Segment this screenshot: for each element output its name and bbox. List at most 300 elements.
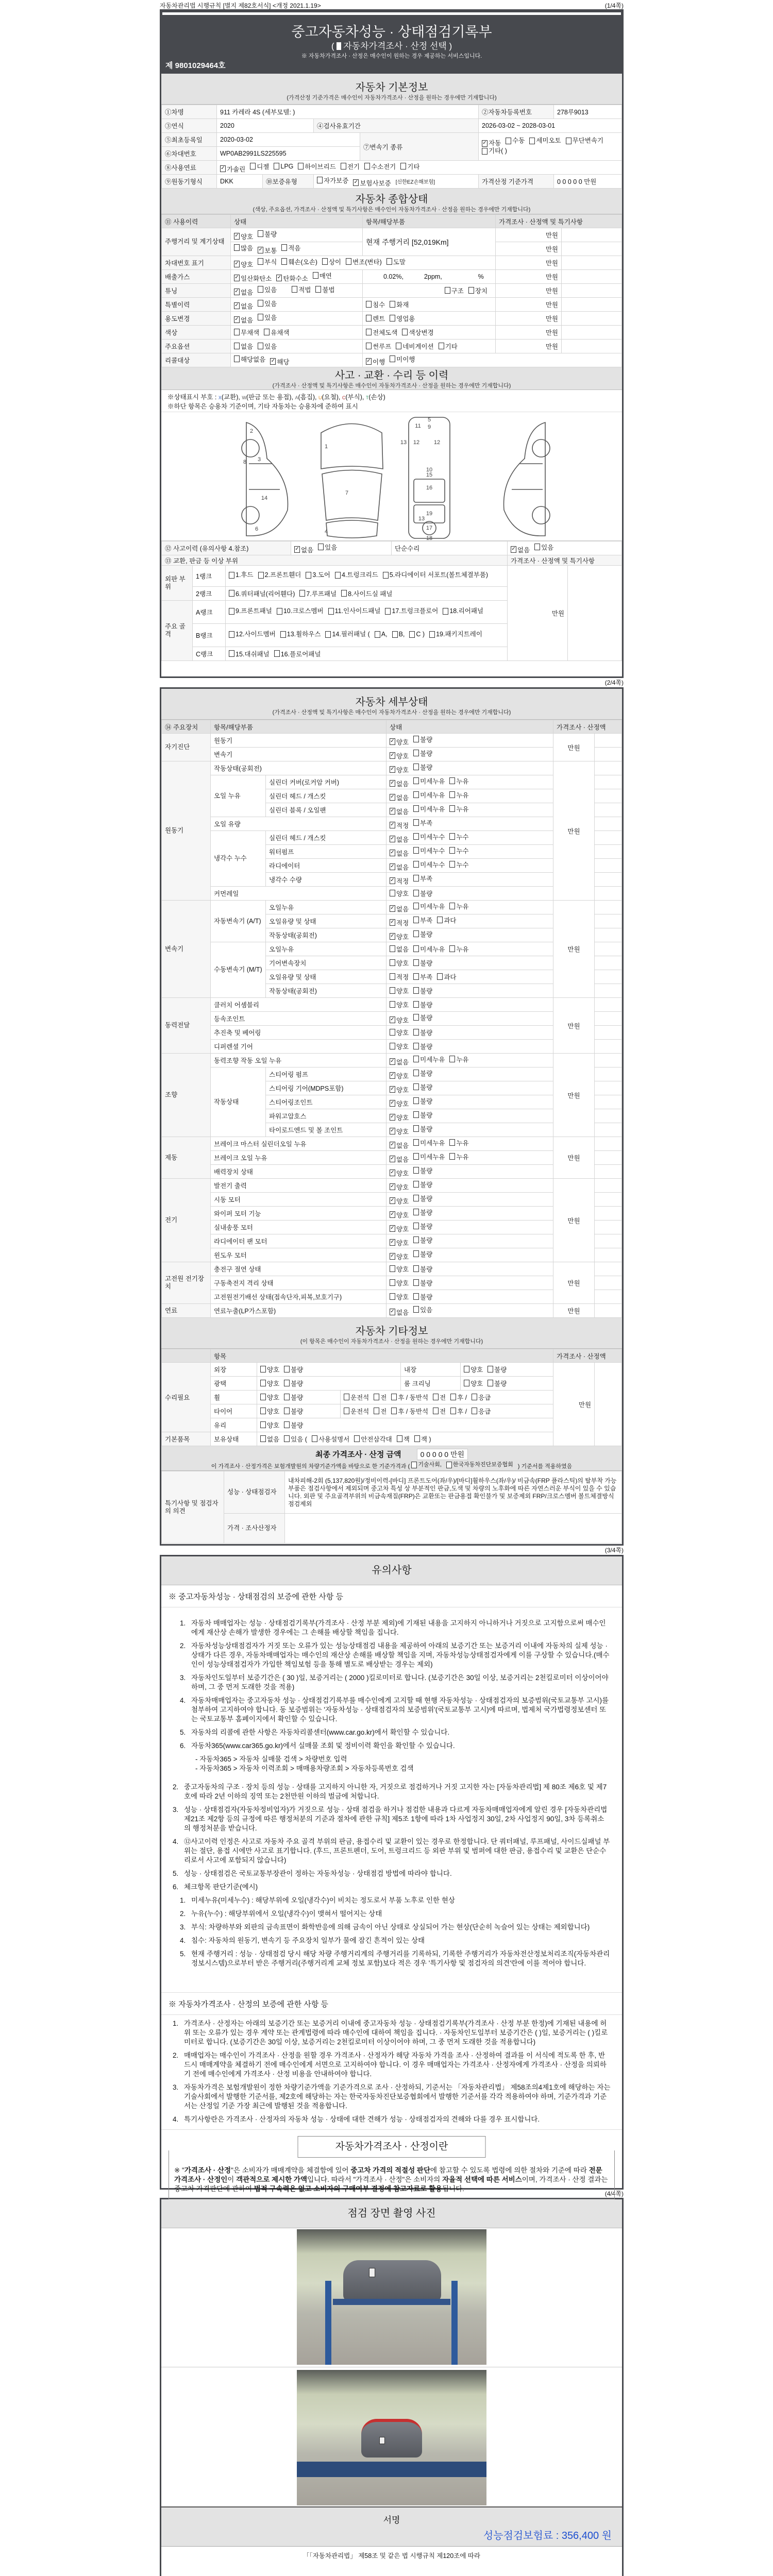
checkbox-unchecked[interactable] bbox=[482, 148, 488, 155]
checkbox-unchecked[interactable] bbox=[411, 1462, 417, 1468]
checkbox-option[interactable] bbox=[413, 749, 432, 758]
checkbox-option[interactable] bbox=[413, 1264, 432, 1274]
checkbox-unchecked[interactable] bbox=[566, 138, 572, 144]
checkbox-option[interactable] bbox=[258, 342, 277, 351]
checkbox-option[interactable] bbox=[413, 1013, 432, 1022]
checkbox-unchecked[interactable] bbox=[234, 355, 240, 362]
checkbox-option[interactable] bbox=[234, 315, 253, 325]
checkbox-option[interactable] bbox=[374, 1406, 386, 1416]
checkbox-option[interactable] bbox=[234, 301, 253, 311]
checkbox-option[interactable] bbox=[413, 1000, 432, 1009]
checkbox-unchecked[interactable] bbox=[413, 1111, 419, 1118]
checkbox-unchecked[interactable] bbox=[250, 163, 256, 170]
checkbox-option[interactable] bbox=[284, 1434, 307, 1444]
checkbox-option[interactable] bbox=[413, 916, 432, 925]
checkbox-unchecked[interactable] bbox=[413, 805, 419, 812]
checkbox-option[interactable] bbox=[449, 790, 468, 800]
checkbox-option[interactable] bbox=[413, 889, 432, 898]
checkbox-option[interactable] bbox=[390, 1113, 409, 1122]
checkbox-option[interactable] bbox=[284, 1379, 303, 1388]
checkbox-unchecked[interactable] bbox=[413, 1001, 419, 1008]
checkbox-unchecked[interactable] bbox=[284, 1408, 290, 1414]
checkbox-option[interactable] bbox=[390, 1238, 409, 1247]
checkbox-option[interactable] bbox=[413, 1042, 432, 1051]
checkbox-option[interactable] bbox=[234, 243, 253, 252]
checkbox-option[interactable] bbox=[413, 944, 445, 954]
checkbox-unchecked[interactable] bbox=[413, 1306, 419, 1313]
checkbox-unchecked[interactable] bbox=[413, 861, 419, 868]
checkbox-unchecked[interactable] bbox=[449, 791, 455, 798]
checkbox-unchecked[interactable] bbox=[284, 1380, 290, 1386]
checkbox-unchecked[interactable] bbox=[260, 1380, 266, 1386]
checkbox-unchecked[interactable] bbox=[413, 903, 419, 909]
checkbox-unchecked[interactable] bbox=[390, 1029, 395, 1036]
checkbox-unchecked[interactable] bbox=[315, 286, 321, 293]
checkbox-option[interactable] bbox=[341, 589, 392, 598]
checkbox-option[interactable] bbox=[482, 147, 507, 155]
checkbox-unchecked[interactable] bbox=[317, 177, 323, 183]
checkbox-option[interactable] bbox=[341, 162, 360, 171]
checkbox-option[interactable] bbox=[488, 1379, 507, 1388]
checkbox-option[interactable] bbox=[344, 1406, 369, 1416]
checkbox-option[interactable] bbox=[449, 846, 468, 855]
checkbox-checked[interactable]: ✓ bbox=[390, 1156, 395, 1161]
checkbox-unchecked[interactable] bbox=[258, 314, 263, 320]
checkbox-unchecked[interactable] bbox=[229, 590, 234, 597]
checkbox-option[interactable] bbox=[390, 1015, 409, 1025]
checkbox-option[interactable] bbox=[566, 137, 603, 145]
checkbox-option[interactable] bbox=[413, 1166, 432, 1175]
checkbox-unchecked[interactable] bbox=[402, 329, 408, 335]
checkbox-unchecked[interactable] bbox=[341, 590, 347, 597]
checkbox-option[interactable] bbox=[234, 287, 253, 297]
checkbox-checked[interactable]: ✓ bbox=[482, 140, 487, 146]
checkbox-unchecked[interactable] bbox=[449, 861, 455, 868]
checkbox-unchecked[interactable] bbox=[413, 1279, 419, 1286]
checkbox-option[interactable] bbox=[449, 1055, 468, 1064]
checkbox-option[interactable] bbox=[298, 162, 335, 171]
checkbox-unchecked[interactable] bbox=[445, 287, 450, 294]
checkbox-unchecked[interactable] bbox=[413, 1181, 419, 1188]
checkbox-unchecked[interactable] bbox=[258, 343, 263, 349]
checkbox-option[interactable] bbox=[413, 1138, 445, 1147]
checkbox-unchecked[interactable] bbox=[390, 987, 395, 994]
checkbox-option[interactable] bbox=[391, 1406, 428, 1416]
checkbox-unchecked[interactable] bbox=[449, 903, 455, 909]
checkbox-option[interactable] bbox=[258, 285, 277, 294]
checkbox-checked[interactable]: ✓ bbox=[390, 1114, 395, 1120]
checkbox-checked[interactable]: ✓ bbox=[390, 933, 395, 939]
checkbox-option[interactable] bbox=[383, 571, 488, 579]
checkbox-option[interactable] bbox=[274, 163, 293, 170]
checkbox-option[interactable] bbox=[229, 649, 270, 658]
checkbox-checked[interactable]: ✓ bbox=[390, 1225, 395, 1231]
checkbox-unchecked[interactable] bbox=[390, 959, 395, 966]
checkbox-unchecked[interactable] bbox=[413, 1209, 419, 1215]
checkbox-option[interactable] bbox=[413, 1152, 445, 1161]
checkbox-option[interactable] bbox=[260, 1406, 279, 1416]
checkbox-checked[interactable]: ✓ bbox=[390, 1309, 395, 1314]
checkbox-checked[interactable]: ✓ bbox=[390, 780, 395, 786]
checkbox-checked[interactable]: ✓ bbox=[390, 1211, 395, 1217]
checkbox-option[interactable] bbox=[281, 257, 317, 266]
checkbox-option[interactable] bbox=[413, 860, 445, 869]
checkbox-unchecked[interactable] bbox=[439, 343, 444, 349]
checkbox-unchecked[interactable] bbox=[366, 301, 372, 308]
checkbox-option[interactable] bbox=[392, 631, 405, 638]
checkbox-option[interactable] bbox=[468, 286, 488, 295]
checkbox-unchecked[interactable] bbox=[396, 343, 401, 349]
checkbox-unchecked[interactable] bbox=[529, 138, 535, 144]
checkbox-unchecked[interactable] bbox=[258, 230, 263, 237]
checkbox-unchecked[interactable] bbox=[506, 138, 511, 144]
checkbox-option[interactable] bbox=[390, 751, 409, 760]
checkbox-unchecked[interactable] bbox=[413, 1125, 419, 1132]
checkbox-unchecked[interactable] bbox=[281, 244, 287, 251]
checkbox-unchecked[interactable] bbox=[449, 945, 455, 952]
checkbox-unchecked[interactable] bbox=[413, 750, 419, 756]
checkbox-checked[interactable]: ✓ bbox=[390, 808, 395, 814]
checkbox-option[interactable] bbox=[413, 735, 432, 744]
checkbox-option[interactable] bbox=[260, 1379, 279, 1388]
checkbox-option[interactable] bbox=[270, 357, 289, 366]
checkbox-unchecked[interactable] bbox=[413, 819, 419, 826]
checkbox-option[interactable] bbox=[464, 1365, 483, 1374]
checkbox-option[interactable] bbox=[328, 607, 381, 615]
checkbox-unchecked[interactable] bbox=[488, 1366, 493, 1372]
checkbox-checked[interactable]: ✓ bbox=[390, 1197, 395, 1203]
checkbox-checked[interactable]: ✓ bbox=[366, 358, 371, 364]
checkbox-unchecked[interactable] bbox=[413, 833, 419, 840]
checkbox-option[interactable] bbox=[258, 229, 277, 239]
checkbox-option[interactable] bbox=[390, 737, 409, 747]
checkbox-checked[interactable]: ✓ bbox=[390, 1072, 395, 1078]
checkbox-option[interactable] bbox=[449, 902, 468, 911]
checkbox-option[interactable] bbox=[325, 631, 369, 638]
checkbox-option[interactable] bbox=[446, 1460, 513, 1469]
checkbox-unchecked[interactable] bbox=[258, 572, 264, 579]
checkbox-option[interactable] bbox=[280, 631, 321, 638]
checkbox-option[interactable] bbox=[472, 1406, 491, 1416]
checkbox-checked[interactable] bbox=[337, 42, 341, 50]
checkbox-unchecked[interactable] bbox=[413, 791, 419, 798]
checkbox-unchecked[interactable] bbox=[437, 917, 443, 923]
checkbox-option[interactable] bbox=[390, 1141, 409, 1150]
checkbox-option[interactable] bbox=[449, 804, 468, 814]
checkbox-option[interactable] bbox=[391, 1393, 428, 1402]
checkbox-unchecked[interactable] bbox=[414, 1435, 420, 1442]
checkbox-option[interactable] bbox=[409, 631, 425, 638]
checkbox-option[interactable] bbox=[390, 1196, 409, 1206]
checkbox-option[interactable] bbox=[234, 274, 272, 283]
checkbox-unchecked[interactable] bbox=[390, 1293, 395, 1300]
checkbox-option[interactable] bbox=[390, 835, 409, 844]
checkbox-unchecked[interactable] bbox=[413, 1223, 419, 1229]
checkbox-option[interactable] bbox=[402, 328, 433, 337]
checkbox-unchecked[interactable] bbox=[264, 329, 270, 335]
checkbox-option[interactable] bbox=[313, 271, 332, 280]
checkbox-checked[interactable]: ✓ bbox=[390, 863, 395, 869]
checkbox-checked[interactable]: ✓ bbox=[390, 850, 395, 855]
checkbox-unchecked[interactable] bbox=[234, 343, 240, 349]
checkbox-option[interactable] bbox=[437, 972, 456, 981]
checkbox-unchecked[interactable] bbox=[413, 847, 419, 854]
checkbox-option[interactable] bbox=[258, 246, 277, 255]
checkbox-option[interactable] bbox=[234, 232, 253, 241]
checkbox-unchecked[interactable] bbox=[413, 1250, 419, 1257]
checkbox-unchecked[interactable] bbox=[390, 301, 395, 308]
checkbox-option[interactable] bbox=[413, 958, 432, 968]
checkbox-unchecked[interactable] bbox=[413, 1043, 419, 1049]
checkbox-unchecked[interactable] bbox=[464, 1366, 469, 1372]
checkbox-option[interactable] bbox=[413, 972, 432, 981]
checkbox-unchecked[interactable] bbox=[413, 1139, 419, 1146]
checkbox-option[interactable] bbox=[413, 818, 432, 827]
checkbox-option[interactable] bbox=[413, 832, 445, 841]
checkbox-checked[interactable]: ✓ bbox=[390, 919, 395, 925]
checkbox-option[interactable] bbox=[443, 607, 483, 615]
checkbox-unchecked[interactable] bbox=[274, 163, 279, 170]
checkbox-option[interactable] bbox=[284, 1393, 303, 1402]
checkbox-option[interactable] bbox=[390, 300, 409, 309]
checkbox-unchecked[interactable] bbox=[325, 631, 331, 638]
checkbox-unchecked[interactable] bbox=[374, 1394, 379, 1400]
checkbox-option[interactable] bbox=[234, 260, 253, 269]
checkbox-checked[interactable]: ✓ bbox=[234, 275, 239, 280]
checkbox-option[interactable] bbox=[229, 607, 272, 615]
checkbox-unchecked[interactable] bbox=[366, 315, 372, 321]
checkbox-option[interactable] bbox=[445, 286, 464, 295]
checkbox-option[interactable] bbox=[260, 1393, 279, 1402]
checkbox-unchecked[interactable] bbox=[390, 1265, 395, 1272]
checkbox-unchecked[interactable] bbox=[260, 1421, 266, 1428]
checkbox-unchecked[interactable] bbox=[413, 1265, 419, 1272]
checkbox-option[interactable] bbox=[433, 1393, 446, 1402]
checkbox-option[interactable] bbox=[364, 162, 396, 171]
checkbox-option[interactable] bbox=[529, 137, 561, 145]
checkbox-option[interactable] bbox=[413, 790, 445, 800]
checkbox-option[interactable] bbox=[506, 137, 525, 145]
checkbox-option[interactable] bbox=[366, 314, 385, 323]
checkbox-option[interactable] bbox=[449, 860, 468, 869]
checkbox-option[interactable] bbox=[449, 1152, 468, 1161]
checkbox-option[interactable] bbox=[413, 1055, 445, 1064]
checkbox-unchecked[interactable] bbox=[391, 1408, 397, 1414]
checkbox-unchecked[interactable] bbox=[413, 736, 419, 742]
checkbox-option[interactable] bbox=[258, 571, 301, 579]
checkbox-unchecked[interactable] bbox=[277, 608, 282, 615]
checkbox-option[interactable] bbox=[284, 1420, 303, 1430]
checkbox-option[interactable] bbox=[472, 1393, 491, 1402]
checkbox-option[interactable] bbox=[413, 1235, 432, 1245]
checkbox-unchecked[interactable] bbox=[299, 590, 305, 597]
checkbox-checked[interactable]: ✓ bbox=[390, 1058, 395, 1064]
checkbox-unchecked[interactable] bbox=[449, 805, 455, 812]
checkbox-unchecked[interactable] bbox=[413, 959, 419, 966]
checkbox-option[interactable] bbox=[284, 1406, 303, 1416]
checkbox-option[interactable] bbox=[229, 631, 276, 638]
checkbox-option[interactable] bbox=[390, 932, 409, 941]
checkbox-option[interactable] bbox=[277, 607, 324, 615]
checkbox-checked[interactable]: ✓ bbox=[390, 877, 395, 883]
checkbox-unchecked[interactable] bbox=[390, 973, 395, 980]
checkbox-unchecked[interactable] bbox=[383, 572, 389, 579]
checkbox-unchecked[interactable] bbox=[234, 244, 240, 251]
checkbox-unchecked[interactable] bbox=[344, 1408, 349, 1414]
checkbox-option[interactable] bbox=[346, 257, 382, 266]
checkbox-option[interactable] bbox=[312, 1434, 349, 1444]
checkbox-option[interactable] bbox=[450, 1406, 467, 1416]
checkbox-option[interactable] bbox=[413, 1249, 432, 1259]
checkbox-option[interactable] bbox=[366, 357, 385, 366]
checkbox-option[interactable] bbox=[390, 972, 409, 981]
checkbox-option[interactable] bbox=[390, 1308, 409, 1317]
checkbox-checked[interactable]: ✓ bbox=[390, 794, 395, 800]
checkbox-option[interactable] bbox=[534, 543, 553, 552]
checkbox-option[interactable] bbox=[294, 545, 313, 554]
checkbox-option[interactable] bbox=[366, 300, 385, 309]
checkbox-checked[interactable]: ✓ bbox=[390, 1142, 395, 1147]
checkbox-unchecked[interactable] bbox=[390, 355, 395, 362]
checkbox-option[interactable] bbox=[374, 1393, 386, 1402]
checkbox-unchecked[interactable] bbox=[397, 1435, 402, 1442]
checkbox-option[interactable] bbox=[390, 793, 409, 802]
checkbox-unchecked[interactable] bbox=[229, 650, 234, 657]
checkbox-option[interactable] bbox=[390, 1057, 409, 1066]
checkbox-option[interactable] bbox=[413, 1222, 432, 1231]
checkbox-unchecked[interactable] bbox=[306, 572, 311, 579]
checkbox-option[interactable] bbox=[229, 589, 295, 598]
checkbox-option[interactable] bbox=[449, 1138, 468, 1147]
checkbox-option[interactable] bbox=[354, 1434, 392, 1444]
checkbox-unchecked[interactable] bbox=[413, 987, 419, 994]
checkbox-option[interactable] bbox=[413, 1028, 432, 1037]
checkbox-option[interactable] bbox=[390, 1042, 409, 1051]
checkbox-unchecked[interactable] bbox=[284, 1394, 290, 1400]
checkbox-option[interactable] bbox=[390, 1252, 409, 1261]
checkbox-checked[interactable]: ✓ bbox=[390, 905, 395, 911]
checkbox-option[interactable] bbox=[413, 1110, 432, 1120]
checkbox-option[interactable] bbox=[396, 342, 433, 351]
checkbox-checked[interactable]: ✓ bbox=[390, 822, 395, 827]
checkbox-option[interactable] bbox=[390, 862, 409, 872]
checkbox-unchecked[interactable] bbox=[328, 608, 334, 615]
checkbox-unchecked[interactable] bbox=[413, 917, 419, 923]
checkbox-unchecked[interactable] bbox=[322, 258, 328, 265]
checkbox-option[interactable] bbox=[390, 1028, 409, 1037]
checkbox-option[interactable] bbox=[390, 1099, 409, 1108]
checkbox-option[interactable] bbox=[390, 918, 409, 927]
checkbox-unchecked[interactable] bbox=[292, 286, 297, 293]
checkbox-option[interactable] bbox=[234, 328, 259, 337]
checkbox-option[interactable] bbox=[464, 1379, 483, 1388]
checkbox-unchecked[interactable] bbox=[443, 608, 448, 615]
checkbox-unchecked[interactable] bbox=[449, 777, 455, 784]
checkbox-option[interactable] bbox=[322, 257, 341, 266]
checkbox-option[interactable] bbox=[390, 1292, 409, 1301]
checkbox-unchecked[interactable] bbox=[449, 1153, 455, 1160]
checkbox-checked[interactable]: ✓ bbox=[390, 1086, 395, 1092]
checkbox-unchecked[interactable] bbox=[258, 300, 263, 307]
checkbox-unchecked[interactable] bbox=[318, 544, 324, 550]
checkbox-option[interactable] bbox=[390, 1155, 409, 1164]
checkbox-unchecked[interactable] bbox=[450, 1408, 456, 1414]
checkbox-option[interactable] bbox=[366, 342, 391, 351]
checkbox-checked[interactable]: ✓ bbox=[234, 302, 239, 308]
checkbox-option[interactable] bbox=[413, 902, 445, 911]
checkbox-unchecked[interactable] bbox=[413, 890, 419, 896]
checkbox-option[interactable] bbox=[390, 904, 409, 913]
checkbox-checked[interactable]: ✓ bbox=[295, 546, 299, 552]
checkbox-unchecked[interactable] bbox=[400, 163, 406, 170]
checkbox-option[interactable] bbox=[413, 1305, 432, 1314]
checkbox-unchecked[interactable] bbox=[364, 163, 370, 170]
checkbox-unchecked[interactable] bbox=[260, 1408, 266, 1414]
checkbox-checked[interactable]: ✓ bbox=[390, 766, 395, 772]
checkbox-option[interactable] bbox=[260, 1434, 279, 1444]
checkbox-unchecked[interactable] bbox=[258, 258, 263, 265]
checkbox-checked[interactable]: ✓ bbox=[390, 1239, 395, 1245]
checkbox-unchecked[interactable] bbox=[413, 930, 419, 937]
checkbox-unchecked[interactable] bbox=[413, 1195, 419, 1201]
checkbox-option[interactable] bbox=[413, 762, 432, 772]
checkbox-checked[interactable]: ✓ bbox=[511, 546, 516, 552]
checkbox-unchecked[interactable] bbox=[366, 343, 372, 349]
checkbox-option[interactable] bbox=[449, 776, 468, 786]
checkbox-checked[interactable]: ✓ bbox=[258, 247, 263, 252]
checkbox-option[interactable] bbox=[292, 285, 311, 294]
checkbox-option[interactable] bbox=[413, 1096, 432, 1106]
checkbox-unchecked[interactable] bbox=[375, 631, 380, 638]
checkbox-option[interactable] bbox=[276, 274, 308, 283]
checkbox-unchecked[interactable] bbox=[274, 650, 280, 657]
checkbox-unchecked[interactable] bbox=[413, 1236, 419, 1243]
checkbox-unchecked[interactable] bbox=[413, 1153, 419, 1160]
checkbox-option[interactable] bbox=[390, 1264, 409, 1274]
checkbox-option[interactable] bbox=[413, 1124, 432, 1133]
checkbox-unchecked[interactable] bbox=[429, 631, 435, 638]
checkbox-option[interactable] bbox=[390, 876, 409, 886]
checkbox-unchecked[interactable] bbox=[385, 608, 391, 615]
checkbox-checked[interactable]: ✓ bbox=[390, 752, 395, 758]
checkbox-unchecked[interactable] bbox=[391, 1394, 397, 1400]
checkbox-option[interactable] bbox=[375, 631, 388, 638]
checkbox-unchecked[interactable] bbox=[450, 1394, 456, 1400]
checkbox-option[interactable] bbox=[449, 944, 468, 954]
checkbox-option[interactable] bbox=[390, 807, 409, 816]
checkbox-unchecked[interactable] bbox=[413, 1056, 419, 1062]
checkbox-unchecked[interactable] bbox=[386, 258, 392, 265]
checkbox-option[interactable] bbox=[390, 779, 409, 788]
checkbox-option[interactable] bbox=[413, 929, 432, 939]
checkbox-option[interactable] bbox=[429, 631, 482, 638]
checkbox-checked[interactable]: ✓ bbox=[277, 275, 282, 280]
checkbox-unchecked[interactable] bbox=[472, 1394, 477, 1400]
checkbox-unchecked[interactable] bbox=[534, 544, 540, 550]
checkbox-unchecked[interactable] bbox=[229, 631, 234, 638]
checkbox-option[interactable] bbox=[439, 342, 458, 351]
checkbox-option[interactable] bbox=[414, 1434, 431, 1444]
checkbox-option[interactable] bbox=[386, 257, 406, 266]
checkbox-option[interactable] bbox=[335, 571, 378, 579]
checkbox-option[interactable] bbox=[234, 354, 265, 364]
checkbox-option[interactable] bbox=[413, 874, 432, 883]
checkbox-checked[interactable]: ✓ bbox=[390, 738, 395, 744]
checkbox-option[interactable] bbox=[220, 164, 245, 174]
checkbox-unchecked[interactable] bbox=[335, 572, 341, 579]
checkbox-unchecked[interactable] bbox=[472, 1408, 477, 1414]
checkbox-checked[interactable]: ✓ bbox=[390, 1170, 395, 1175]
